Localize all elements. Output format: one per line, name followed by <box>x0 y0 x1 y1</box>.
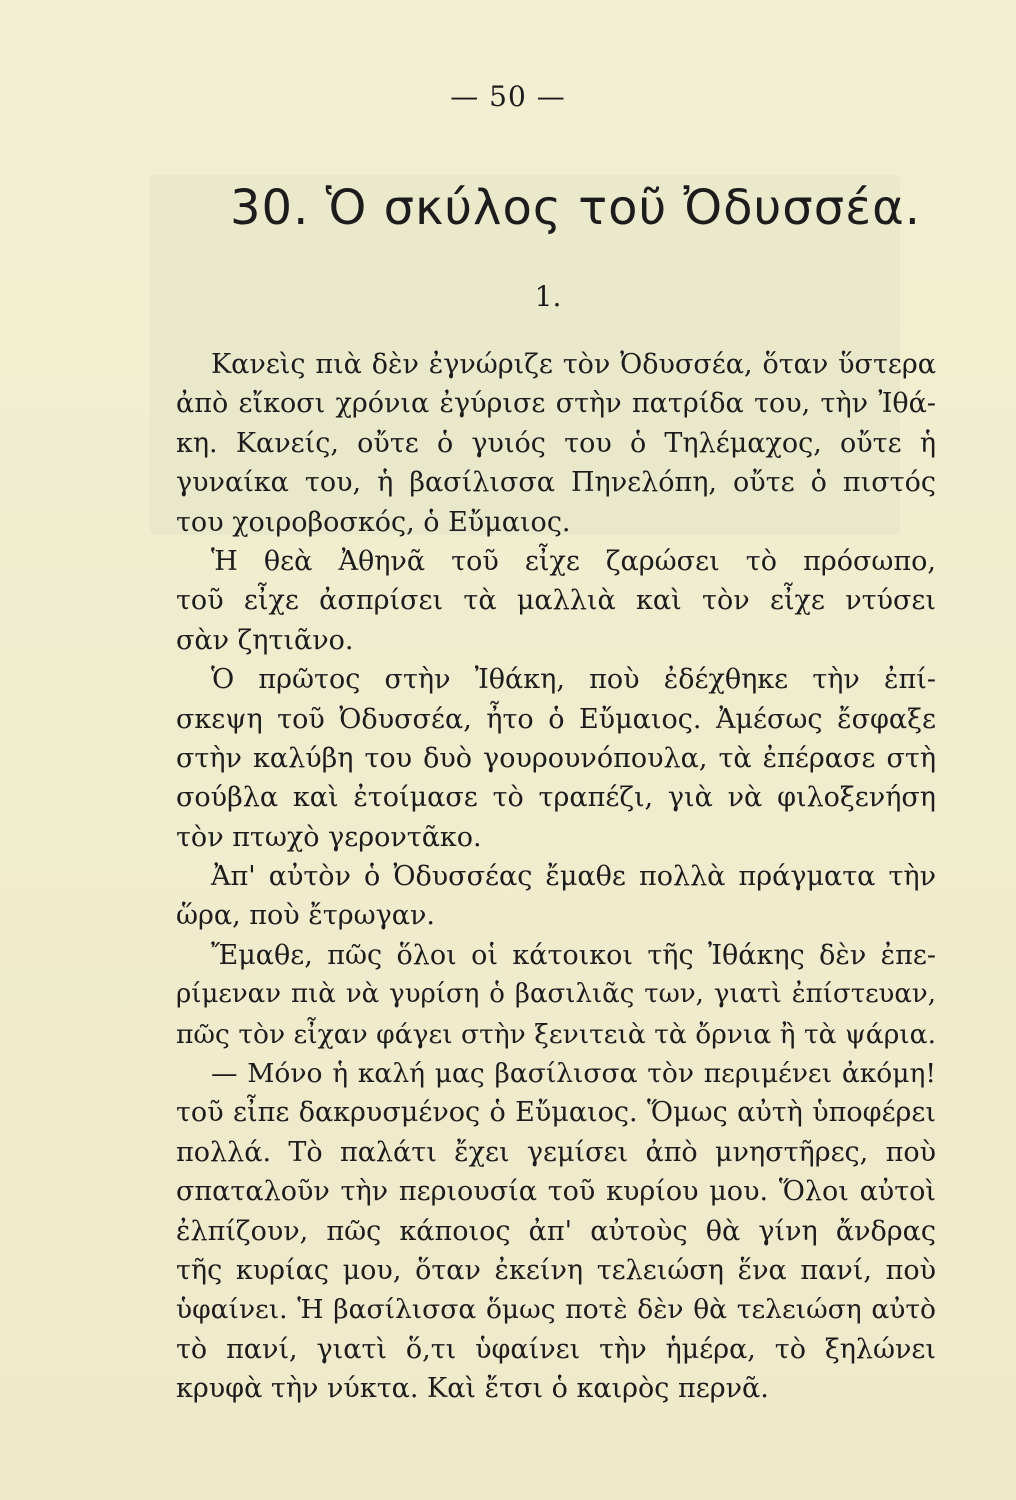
text-line: ἀπὸ εἴκοσι χρόνια ἐγύρισε στὴν πατρίδα του, τὴν Ἰθά- <box>176 388 936 420</box>
text-line: τῆς κυρίας μου, ὅταν ἐκείνη τελειώση ἕνα πανί, ποὺ <box>176 1254 936 1286</box>
text-line: Κανεὶς πιὰ δὲν ἐγνώριζε τὸν Ὀδυσσέα, ὅταν ὕστερα <box>211 349 936 380</box>
body-text <box>176 345 936 1409</box>
text-line: σπαταλοῦν τὴν περιουσία τοῦ κυρίου μου. Ὅλοι αὐτοὶ <box>176 1176 936 1208</box>
text-line: ρίμεναν πιὰ νὰ γυρίση ὁ βασιλιᾶς των, γιατὶ ἐπίστευαν, <box>176 979 936 1010</box>
text-line: Ὁ πρῶτος στὴν Ἰθάκη, ποὺ ἐδέχθηκε τὴν ἐπί- <box>211 664 936 696</box>
page-number: — 50 — <box>450 80 566 113</box>
text-line: ὥρα, ποὺ ἔτρωγαν. <box>176 900 435 932</box>
text-line: κρυφὰ τὴν νύκτα. Καὶ ἔτσι ὁ καιρὸς περνᾶ. <box>176 1373 769 1405</box>
text-line: Ἀπ' αὐτὸν ὁ Ὀδυσσέας ἔμαθε πολλὰ πράγματα τὴν <box>211 861 936 893</box>
text-line: του χοιροβοσκός, ὁ Εὔμαιος. <box>176 506 571 538</box>
text-line: τὸν πτωχὸ γεροντᾶκο. <box>176 821 482 853</box>
text-line: Ἡ θεὰ Ἀθηνᾶ τοῦ εἶχε ζαρώσει τὸ πρόσωπο, <box>211 545 936 577</box>
text-line: σούβλα καὶ ἐτοίμασε τὸ τραπέζι, γιὰ νὰ φιλοξενήση <box>176 782 936 814</box>
chapter-title: 30. Ὁ σκύλος τοῦ Ὀδυσσέα. <box>230 180 921 236</box>
text-line: πῶς τὸν εἶχαν φάγει στὴν ξενιτειὰ τὰ ὄρνια ἢ τὰ ψάρια. <box>176 1018 936 1050</box>
text-line: σκεψη τοῦ Ὀδυσσέα, ἦτο ὁ Εὔμαιος. Ἀμέσως ἔσφαξε <box>176 703 936 735</box>
text-line: στὴν καλύβη του δυὸ γουρουνόπουλα, τὰ ἐπέρασε στὴ <box>176 742 936 774</box>
text-line: κη. Κανείς, οὔτε ὁ γυιός του ὁ Τηλέμαχος, οὔτε ἡ <box>176 427 936 459</box>
text-line: πολλά. Τὸ παλάτι ἔχει γεμίσει ἀπὸ μνηστῆρες, ποὺ <box>176 1136 936 1168</box>
section-number: 1. <box>534 280 562 313</box>
text-line: ὑφαίνει. Ἡ βασίλισσα ὅμως ποτὲ δὲν θὰ τελειώση αὐτὸ <box>176 1294 936 1326</box>
text-line: σὰν ζητιᾶνο. <box>176 624 354 656</box>
text-line: ἐλπίζουν, πῶς κάποιος ἀπ' αὐτοὺς θὰ γίνη ἄνδρας <box>176 1215 936 1247</box>
text-line: Ἔμαθε, πῶς ὅλοι οἱ κάτοικοι τῆς Ἰθάκης δὲν ἐπε- <box>211 939 936 971</box>
text-line: τοῦ εἶχε ἀσπρίσει τὰ μαλλιὰ καὶ τὸν εἶχε ντύσει <box>176 585 936 617</box>
text-line: — Μόνο ἡ καλή μας βασίλισσα τὸν περιμένει ἀκόμη! <box>211 1058 936 1090</box>
text-line: τοῦ εἶπε δακρυσμένος ὁ Εὔμαιος. Ὅμως αὐτὴ ὑποφέρει <box>176 1097 936 1129</box>
text-line: γυναίκα του, ἡ βασίλισσα Πηνελόπη, οὔτε ὁ πιστός <box>176 467 936 499</box>
text-line: τὸ πανί, γιατὶ ὅ,τι ὑφαίνει τὴν ἡμέρα, τὸ ξηλώνει <box>176 1333 936 1365</box>
